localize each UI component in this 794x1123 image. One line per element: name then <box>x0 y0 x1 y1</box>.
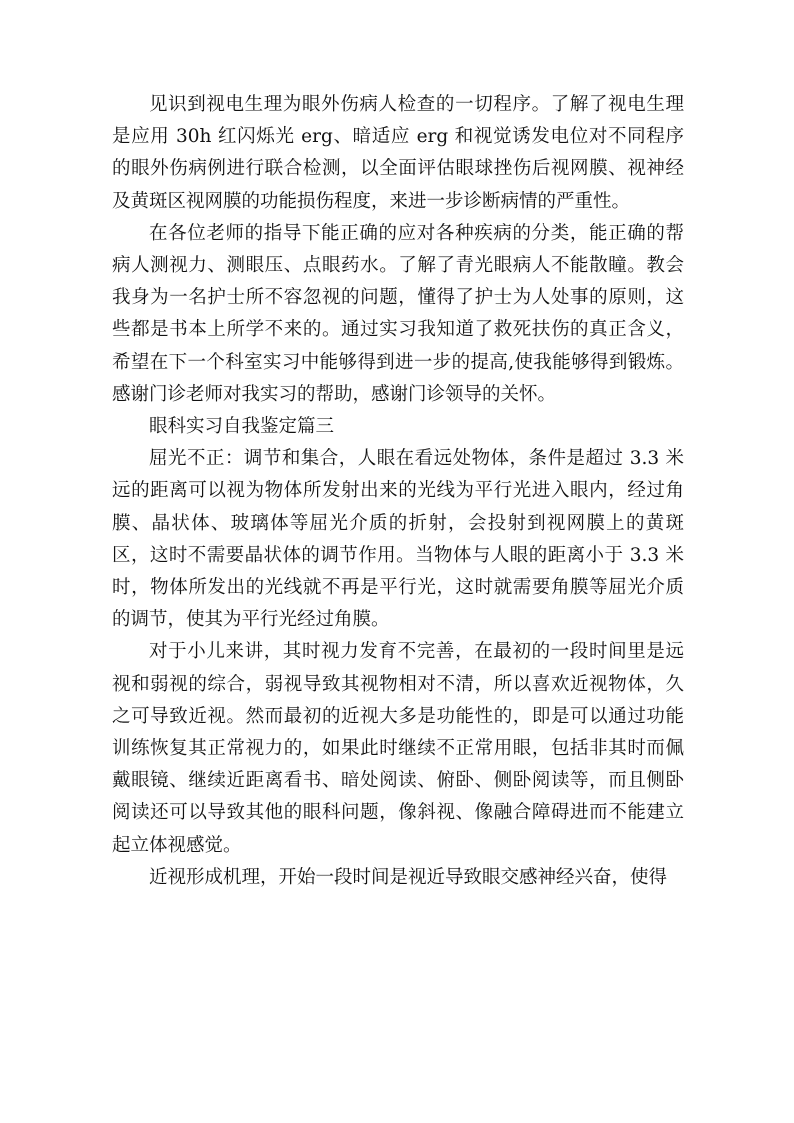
paragraph-refraction: 屈光不正：调节和集合，人眼在看远处物体，条件是超过 3.3 米远的距离可以视为物体所发射出来的光线为平行光进入眼内，经过角膜、晶状体、玻璃体等屈光介质的折射，会投射到视网膜上的黄斑区，这时不需要晶状体的调节作用。当物体与人眼的距离小于 3.3 米时，物体所发出的光线就不再是平行光，这时就需要角膜等屈光介质的调节，使其为平行光经过角膜。 <box>112 448 684 631</box>
document-body <box>112 89 684 894</box>
paragraph-electrophysiology: 见识到视电生理为眼外伤病人检查的一切程序。了解了视电生理是应用 30h 红闪烁光 erg、暗适应 erg 和视觉诱发电位对不同程序的眼外伤病例进行联合检测，以全面评估眼球挫伤后视网膜、视神经及黄斑区视网膜的功能损伤程度，来进一步诊断病情的严重性。 <box>112 94 684 212</box>
paragraph-myopia-mechanism: 近视形成机理，开始一段时间是视近导致眼交感神经兴奋，使得 <box>149 866 668 888</box>
section-heading: 眼科实习自我鉴定篇三 <box>149 416 335 438</box>
paragraph-teacher-guidance: 在各位老师的指导下能正确的应对各种疾病的分类，能正确的帮病人测视力、测眼压、点眼药水。了解了青光眼病人不能散瞳。教会我身为一名护士所不容忽视的问题，懂得了护士为人处事的原则，这些都是书本上所学不来的。通过实习我知道了救死扶伤的真正含义，希望在下一个科室实习中能够得到进一步的提高,使我能够得到锻炼。感谢门诊老师对我实习的帮助，感谢门诊领导的关怀。 <box>112 222 684 405</box>
paragraph-children-vision: 对于小儿来讲，其时视力发育不完善，在最初的一段时间里是远视和弱视的综合，弱视导致其视物相对不清，所以喜欢近视物体，久之可导致近视。然而最初的近视大多是功能性的，即是可以通过功能训练恢复其正常视力的，如果此时继续不正常用眼，包括非其时而佩戴眼镜、继续近距离看书、暗处阅读、俯卧、侧卧阅读等，而且侧卧阅读还可以导致其他的眼科问题，像斜视、像融合障碍进而不能建立起立体视感觉。 <box>112 641 684 856</box>
